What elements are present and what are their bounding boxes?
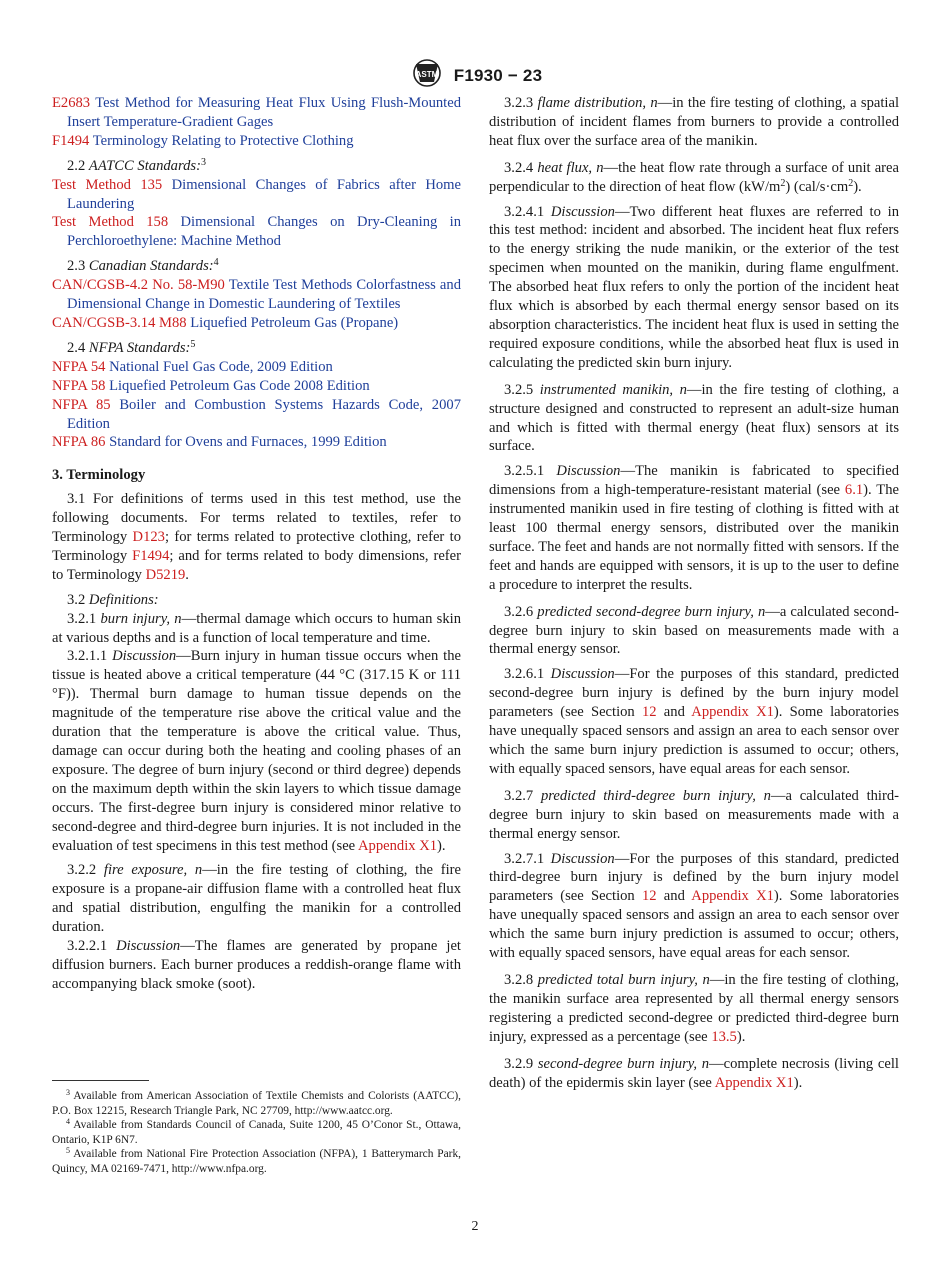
- xref-link[interactable]: Appendix X1: [358, 837, 438, 854]
- reference-item[interactable]: NFPA 85 Boiler and Combustion Systems Hazards Code, 2007 Edition: [52, 396, 461, 432]
- xref-link[interactable]: F1494: [132, 547, 170, 564]
- reference-item[interactable]: F1494 Terminology Relating to Protective Clothing: [52, 132, 354, 149]
- right-column: [489, 94, 899, 1092]
- paragraph-3-2-6-1: 3.2.6.1 Discussion—For the purposes of this standard, predicted second-degree burn injury is defined by the burn injury model parameters (see Section 12 and Appendix X1). Some laboratories have unequally spaced sensors and assign an area to each sensor over which the same burn injury prediction is assumed to occur; others, with equally spaced sensors, have equal areas for each sensor.: [489, 666, 899, 777]
- reference-item[interactable]: CAN/CGSB-3.14 M88 Liquefied Petroleum Gas (Propane): [52, 314, 399, 331]
- astm-logo: [408, 58, 446, 93]
- reference-item[interactable]: NFPA 58 Liquefied Petroleum Gas Code 2008 Edition: [52, 377, 370, 394]
- paragraph-3-2-4: 3.2.4 heat flux, n—the heat flow rate through a surface of unit area perpendicular to the direction of heat flow $(kW/m^2)$ $(cal/s\cdot cm^2)$.: [489, 159, 900, 195]
- paragraph-3-2-4-1: 3.2.4.1 Discussion—Two different heat fluxes are referred to in this test method: incident and absorbed. The incident heat flux refers to the energy striking the nude manikin, or the exterior of the test specimen when mounted on the manikin, during flame engulfment. The absorbed heat flux refers to only the portion of the incident heat flux which is absorbed by each thermal energy sensor based on its absorption characteristics. The incident heat flux is used in setting the required exposure conditions, while the absorbed heat flux is used in calculating the predicted skin burn injury.: [489, 203, 899, 371]
- left-column: [52, 94, 461, 994]
- canadian-heading: 2.3 Canadian Standards:$^4$: [67, 257, 219, 275]
- paragraph-3-2-2: 3.2.2 fire exposure, n—in the fire testing of clothing, the fire exposure is a propane-air diffusion flame with a controlled heat flux and spatial distribution, engulfing the manikin for a controlled duration.: [52, 862, 461, 936]
- paragraph-3-2-9: 3.2.9 second-degree burn injury, n—complete necrosis (living cell death) of the epidermis skin layer (see Appendix X1).: [489, 1055, 899, 1091]
- xref-link[interactable]: D123: [132, 529, 165, 546]
- footnotes: [52, 1089, 461, 1176]
- xref-link[interactable]: 13.5: [711, 1028, 737, 1045]
- xref-link[interactable]: D5219: [145, 566, 186, 583]
- xref-link[interactable]: 12: [641, 704, 657, 721]
- document-id: F1930 − 23: [453, 65, 543, 85]
- paragraph-3-2-5: 3.2.5 instrumented manikin, n—in the fire testing of clothing, a structure designed and constructed to represent an adult-size human and which is fitted with thermal energy (heat flux) sensors at its surface.: [489, 381, 899, 455]
- footnote-rule: [52, 1080, 149, 1081]
- svg-text:ASTM: ASTM: [415, 70, 439, 79]
- xref-link[interactable]: 6.1: [844, 482, 864, 499]
- paragraph-3-2-5-1: 3.2.5.1 Discussion—The manikin is fabricated to specified dimensions from a high-temperature-resistant material (see 6.1). The instrumented manikin used in fire testing of clothing is fitted with at least 100 thermal energy sensors, distributed over the manikin surface. The feet and hands are not normally fitted with sensors. If the feet and hands are equipped with sensors, it is up to the user to define a procedure to interpret the results.: [489, 463, 899, 593]
- paragraph-3-2-3: 3.2.3 flame distribution, n—in the fire testing of clothing, a spatial distribution of incident flames from burners to provide a controlled heat flux over the surface area of the manikin.: [489, 95, 900, 149]
- aatcc-heading: 2.2 AATCC Standards:$^3$: [67, 156, 206, 174]
- reference-item[interactable]: NFPA 54 National Fuel Gas Code, 2009 Edition: [52, 358, 333, 375]
- reference-item[interactable]: CAN/CGSB-4.2 No. 58-M90 Textile Test Methods Colorfastness and Dimensional Change in Domestic Laundering of Textiles: [52, 277, 461, 313]
- paragraph-3-2-1: 3.2.1 burn injury, n—thermal damage which occurs to human skin at various depths and is a function of local temperature and time.: [52, 610, 461, 646]
- xref-link[interactable]: Appendix X1: [714, 1074, 794, 1091]
- paragraph-3-2-7-1: 3.2.7.1 Discussion—For the purposes of this standard, predicted third-degree burn injury is defined by the burn injury model parameters (see Section 12 and Appendix X1). Some laboratories have unequally spaced sensors and assign an area to each sensor over which the same burn injury prediction is assumed to occur; others, with equally spaced sensors, have equal areas for each sensor.: [489, 850, 899, 962]
- nfpa-heading: 2.4 NFPA Standards:$^5$: [67, 338, 196, 356]
- footnote: $^4$ Available from Standards Council of Canada, Suite 1200, 45 O’Conor St., Ottawa, Ontario, K1P 6N7.: [52, 1117, 461, 1146]
- paragraph-3-2-8: 3.2.8 predicted total burn injury, n—in the fire testing of clothing, the manikin surface area represented by all thermal energy sensors registering a predicted second-degree or predicted third-degree burn injury, expressed as a percentage (see 13.5).: [489, 971, 899, 1045]
- paragraph-3-2-1-1: 3.2.1.1 Discussion—Burn injury in human tissue occurs when the tissue is heated above a critical temperature (44 °C (317.15 K or 111 °F)). Thermal burn damage to human tissue depends on the magnitude of the temperature rise above the critical value and the duration that the temperature is above the critical value. Thus, damage can occur during both the heating and cooling phases of an exposure. The degree of burn injury (second or third degree) depends on the maximum depth within the skin layers to which tissue damage occurs. The first-degree burn injury is considered minor relative to second-degree and third-degree burn injuries. It is not included in the evaluation of test specimens in this test method (see Appendix X1).: [52, 648, 461, 854]
- page-header: [0, 58, 950, 93]
- xref-link[interactable]: 12: [641, 888, 657, 905]
- xref-link[interactable]: Appendix X1: [691, 704, 774, 721]
- page-number: 2: [471, 1219, 479, 1234]
- reference-item[interactable]: Test Method 135 Dimensional Changes of Fabrics after Home Laundering: [52, 176, 461, 212]
- footnote: $^5$ Available from National Fire Protection Association (NFPA), 1 Batterymarch Park, Quincy, MA 02169-7471, http://www.nfpa.org.: [52, 1146, 461, 1175]
- reference-item[interactable]: NFPA 86 Standard for Ovens and Furnaces, 1999 Edition: [52, 434, 387, 451]
- paragraph-3-2-7: 3.2.7 predicted third-degree burn injury, n—a calculated third-degree burn injury to skin based on measurements made with a thermal energy sensor.: [489, 787, 899, 842]
- paragraph-3-2-6: 3.2.6 predicted second-degree burn injury, n—a calculated second-degree burn injury to skin based on measurements made with a thermal energy sensor.: [489, 603, 899, 658]
- paragraph-3-1: 3.1 For definitions of terms used in this test method, use the following documents. For terms related to textiles, refer to Terminology D123; for terms related to protective clothing, refer to Terminology F1494; and for terms related to body dimensions, refer to Terminology D5219.: [52, 491, 461, 583]
- section-heading: 3. Terminology: [52, 467, 146, 484]
- xref-link[interactable]: Appendix X1: [691, 888, 774, 905]
- paragraph-3-2: 3.2 Definitions:: [67, 591, 159, 608]
- footnote: $^3$ Available from American Association of Textile Chemists and Colorists (AATCC), P.O. Box 12215, Research Triangle Park, NC 27709, http://www.aatcc.org.: [52, 1088, 461, 1117]
- reference-item[interactable]: Test Method 158 Dimensional Changes on Dry-Cleaning in Perchloroethylene: Machine Method: [52, 214, 462, 250]
- paragraph-3-2-2-1: 3.2.2.1 Discussion—The flames are generated by propane jet diffusion burners. Each burner produces a reddish-orange flame with accompanying black smoke (soot).: [52, 938, 461, 992]
- reference-item[interactable]: E2683 Test Method for Measuring Heat Flux Using Flush-Mounted Insert Temperature-Gradient Gages: [52, 95, 462, 130]
